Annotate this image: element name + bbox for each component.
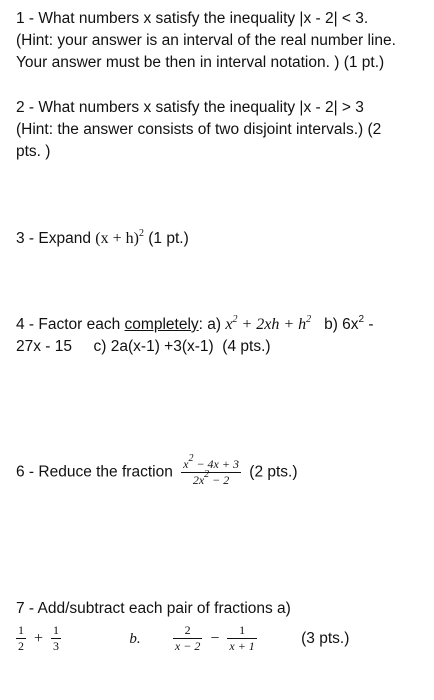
question-4b-exponent: 2	[358, 314, 365, 325]
question-6-points: (2 pts.)	[249, 463, 298, 481]
question-2-line-2: (Hint: the answer consists of two disjoint intervals.) (2	[16, 121, 382, 138]
question-4a-expression	[225, 316, 311, 333]
question-4a-exp-2: 2	[306, 314, 312, 325]
question-4-prefix: 4 - Factor each	[16, 316, 125, 333]
question-1	[16, 8, 416, 74]
question-4-colon: : a)	[198, 316, 226, 333]
question-7b-fraction-1	[173, 624, 202, 653]
question-6-denominator-rest: − 2	[209, 473, 230, 487]
question-7b-fraction-2	[227, 624, 256, 653]
question-4a-middle: + 2xh + h	[237, 316, 307, 333]
question-2	[16, 97, 416, 163]
question-6-prefix: 6 - Reduce the fraction	[16, 463, 178, 481]
question-6-fraction	[181, 453, 241, 487]
question-6-numerator-exp: 2	[188, 453, 194, 464]
question-7b-numerator-1: 2	[173, 624, 202, 639]
question-6-denominator	[181, 469, 241, 487]
question-7a-fraction-2	[51, 624, 61, 653]
question-6-numerator-x: x	[183, 457, 189, 471]
question-3-expression	[95, 230, 144, 247]
question-3-expression-base: (x + h)	[95, 230, 139, 247]
question-7b-label: b.	[129, 630, 141, 647]
question-7-line-2	[16, 624, 416, 653]
question-3	[16, 228, 416, 250]
question-1-line-1: 1 - What numbers x satisfy the inequality |x - 2| < 3.	[16, 10, 369, 27]
question-7-line-1: 7 - Add/subtract each pair of fractions a)	[16, 600, 291, 617]
question-1-line-3: Your answer must be then in interval notation. ) (1 pt.)	[16, 54, 385, 71]
question-7b-denominator-1: x − 2	[174, 639, 201, 653]
question-6-denominator-main: 2x	[192, 473, 205, 487]
question-4b-prefix: b) 6x	[324, 316, 359, 333]
question-4a-x: x	[225, 316, 233, 333]
question-3-prefix: 3 - Expand	[16, 230, 96, 247]
question-4-line-2: 27x - 15 c) 2a(x-1) +3(x-1) (4 pts.)	[16, 338, 271, 355]
question-6	[16, 453, 416, 487]
question-7	[16, 598, 416, 653]
question-6-numerator	[181, 453, 241, 473]
question-4a-exp-1: 2	[232, 314, 238, 325]
question-7a-denominator-2: 3	[53, 639, 60, 653]
question-4b-suffix: -	[364, 316, 374, 333]
question-7b-numerator-2: 1	[227, 624, 256, 639]
question-7a-numerator-1: 1	[18, 623, 24, 637]
question-4-line-1	[16, 314, 416, 336]
question-1-line-2: (Hint: your answer is an interval of the real number line.	[16, 32, 396, 49]
question-7a-operator: +	[34, 629, 44, 647]
question-7b-operator: −	[210, 629, 220, 647]
question-7b-denominator-2: x + 1	[229, 639, 255, 653]
question-7a-numerator-2: 1	[53, 623, 60, 637]
question-6-numerator-rest: − 4x + 3	[193, 457, 239, 471]
question-6-denominator-exp: 2	[204, 469, 210, 480]
question-2-line-3: pts. )	[16, 143, 51, 160]
question-4-emphasis: completely	[124, 316, 199, 333]
question-2-line-1: 2 - What numbers x satisfy the inequality |x - 2| > 3	[16, 99, 364, 116]
question-4	[16, 314, 416, 358]
question-3-exponent: 2	[138, 228, 144, 239]
question-7a-fraction-1	[16, 624, 26, 653]
question-7-points: (3 pts.)	[301, 629, 350, 647]
question-7a-denominator-1: 2	[18, 639, 24, 653]
question-3-points: (1 pt.)	[143, 230, 189, 247]
